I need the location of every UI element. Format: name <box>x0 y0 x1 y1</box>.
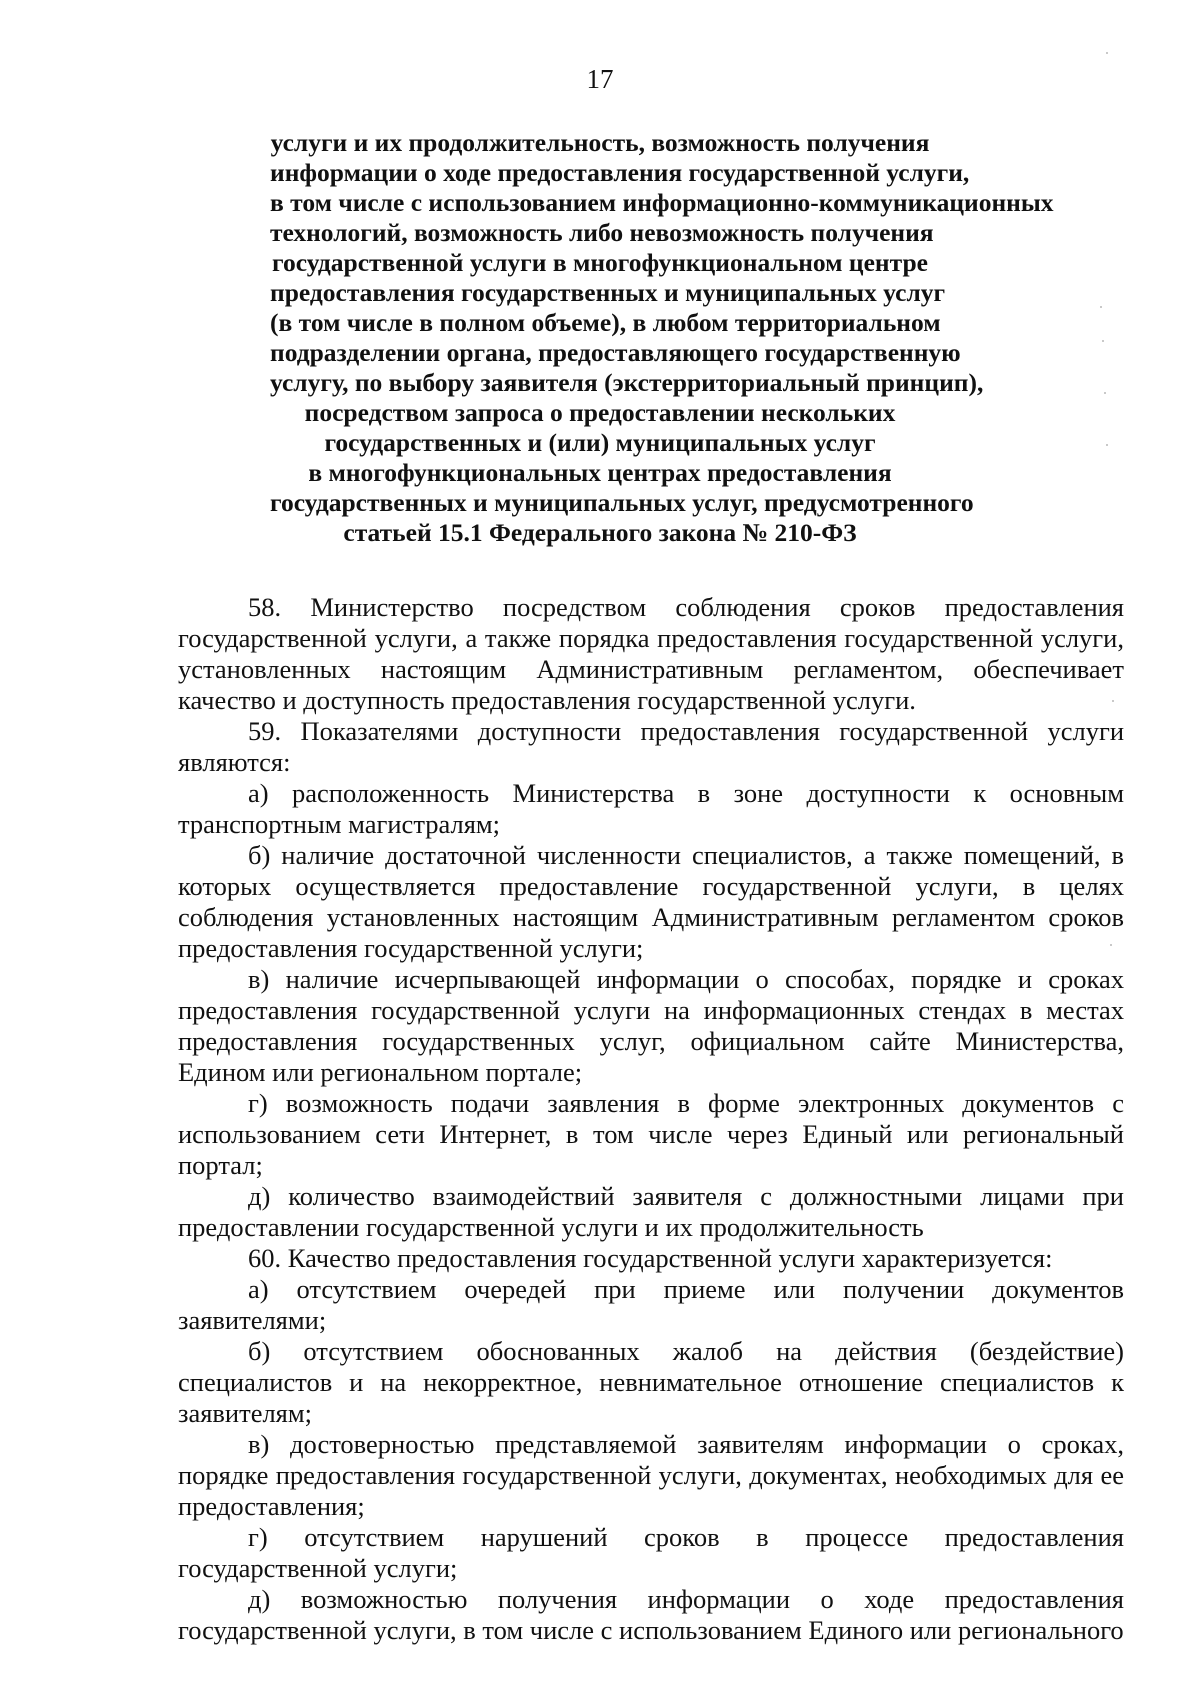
scan-speck <box>1104 392 1106 394</box>
heading-line: (в том числе в полном объеме), в любом территориальном <box>270 308 941 337</box>
heading-line: государственной услуги в многофункциональном центре <box>272 248 928 277</box>
paragraph-59-a: а) расположенность Министерства в зоне доступности к основным транспортным магистралям; <box>178 778 1124 839</box>
heading-line: посредством запроса о предоставлении нескольких <box>304 398 896 427</box>
scan-speck <box>1102 340 1104 342</box>
paragraph-59-v: в) наличие исчерпывающей информации о способах, порядке и сроках предоставления государственной услуги на информационных стендах в местах предоставления государственных услуг, официальном сайте Министерства, Едином или региональном портале; <box>178 964 1124 1087</box>
paragraph-60-v: в) достоверностью представляемой заявителям информации о сроках, порядке предоставления государственной услуги, документах, необходимых для ее предоставления; <box>178 1429 1124 1521</box>
paragraph-60: 60. Качество предоставления государственной услуги характеризуется: <box>248 1243 1053 1273</box>
scan-speck <box>1112 700 1114 702</box>
heading-line: статьей 15.1 Федерального закона № 210-ФЗ <box>343 518 857 547</box>
paragraph-60-g: г) отсутствием нарушений сроков в процессе предоставления государственной услуги; <box>178 1522 1124 1583</box>
heading-line: в многофункциональных центрах предоставления <box>308 458 892 487</box>
paragraph-59-g: г) возможность подачи заявления в форме электронных документов с использованием сети Интернет, в том числе через Единый или региональный портал; <box>178 1088 1124 1180</box>
paragraph-60-a: а) отсутствием очередей при приеме или получении документов заявителями; <box>178 1274 1124 1335</box>
section-heading <box>270 128 1054 548</box>
scan-speck <box>1106 52 1108 54</box>
page-number: 17 <box>586 64 614 94</box>
paragraph-59: 59. Показателями доступности предоставления государственной услуги являются: <box>178 716 1124 777</box>
paragraph-60-d: д) возможностью получения информации о ходе предоставления государственной услуги, в том числе с использованием Единого или регионального <box>178 1584 1124 1645</box>
paragraph-60-b: б) отсутствием обоснованных жалоб на действия (бездействие) специалистов и на некорректное, невнимательное отношение специалистов к заявителям; <box>178 1336 1124 1428</box>
paragraph-59-d: д) количество взаимодействий заявителя с должностными лицами при предоставлении государственной услуги и их продолжительность <box>178 1181 1124 1242</box>
paragraph-58: 58. Министерство посредством соблюдения сроков предоставления государственной услуги, а также порядка предоставления государственной услуги, установленных настоящим Административным регламентом, обеспечивает качество и доступность предоставления государственной услуги. <box>178 592 1124 715</box>
heading-line: подразделении органа, предоставляющего государственную <box>270 338 961 367</box>
scan-speck <box>1106 444 1108 446</box>
heading-line: предоставления государственных и муниципальных услуг <box>270 278 946 307</box>
heading-line: государственных и (или) муниципальных услуг <box>324 428 876 457</box>
heading-line: государственных и муниципальных услуг, предусмотренного <box>270 488 974 517</box>
heading-line: информации о ходе предоставления государственной услуги, <box>270 158 970 187</box>
scan-speck <box>1110 944 1112 946</box>
heading-line: услуги и их продолжительность, возможность получения <box>270 128 930 157</box>
paragraph-59-b: б) наличие достаточной численности специалистов, а также помещений, в которых осуществляется предоставление государственной услуги, в целях соблюдения установленных настоящим Административным регламентом сроков предоставления государственной услуги; <box>178 840 1124 963</box>
heading-line: в том числе с использованием информационно-коммуникационных <box>270 188 1054 217</box>
scan-speck <box>1100 306 1102 308</box>
body-text <box>178 592 1124 1646</box>
heading-line: технологий, возможность либо невозможность получения <box>270 218 934 247</box>
heading-line: услугу, по выбору заявителя (экстерриториальный принцип), <box>270 368 984 397</box>
